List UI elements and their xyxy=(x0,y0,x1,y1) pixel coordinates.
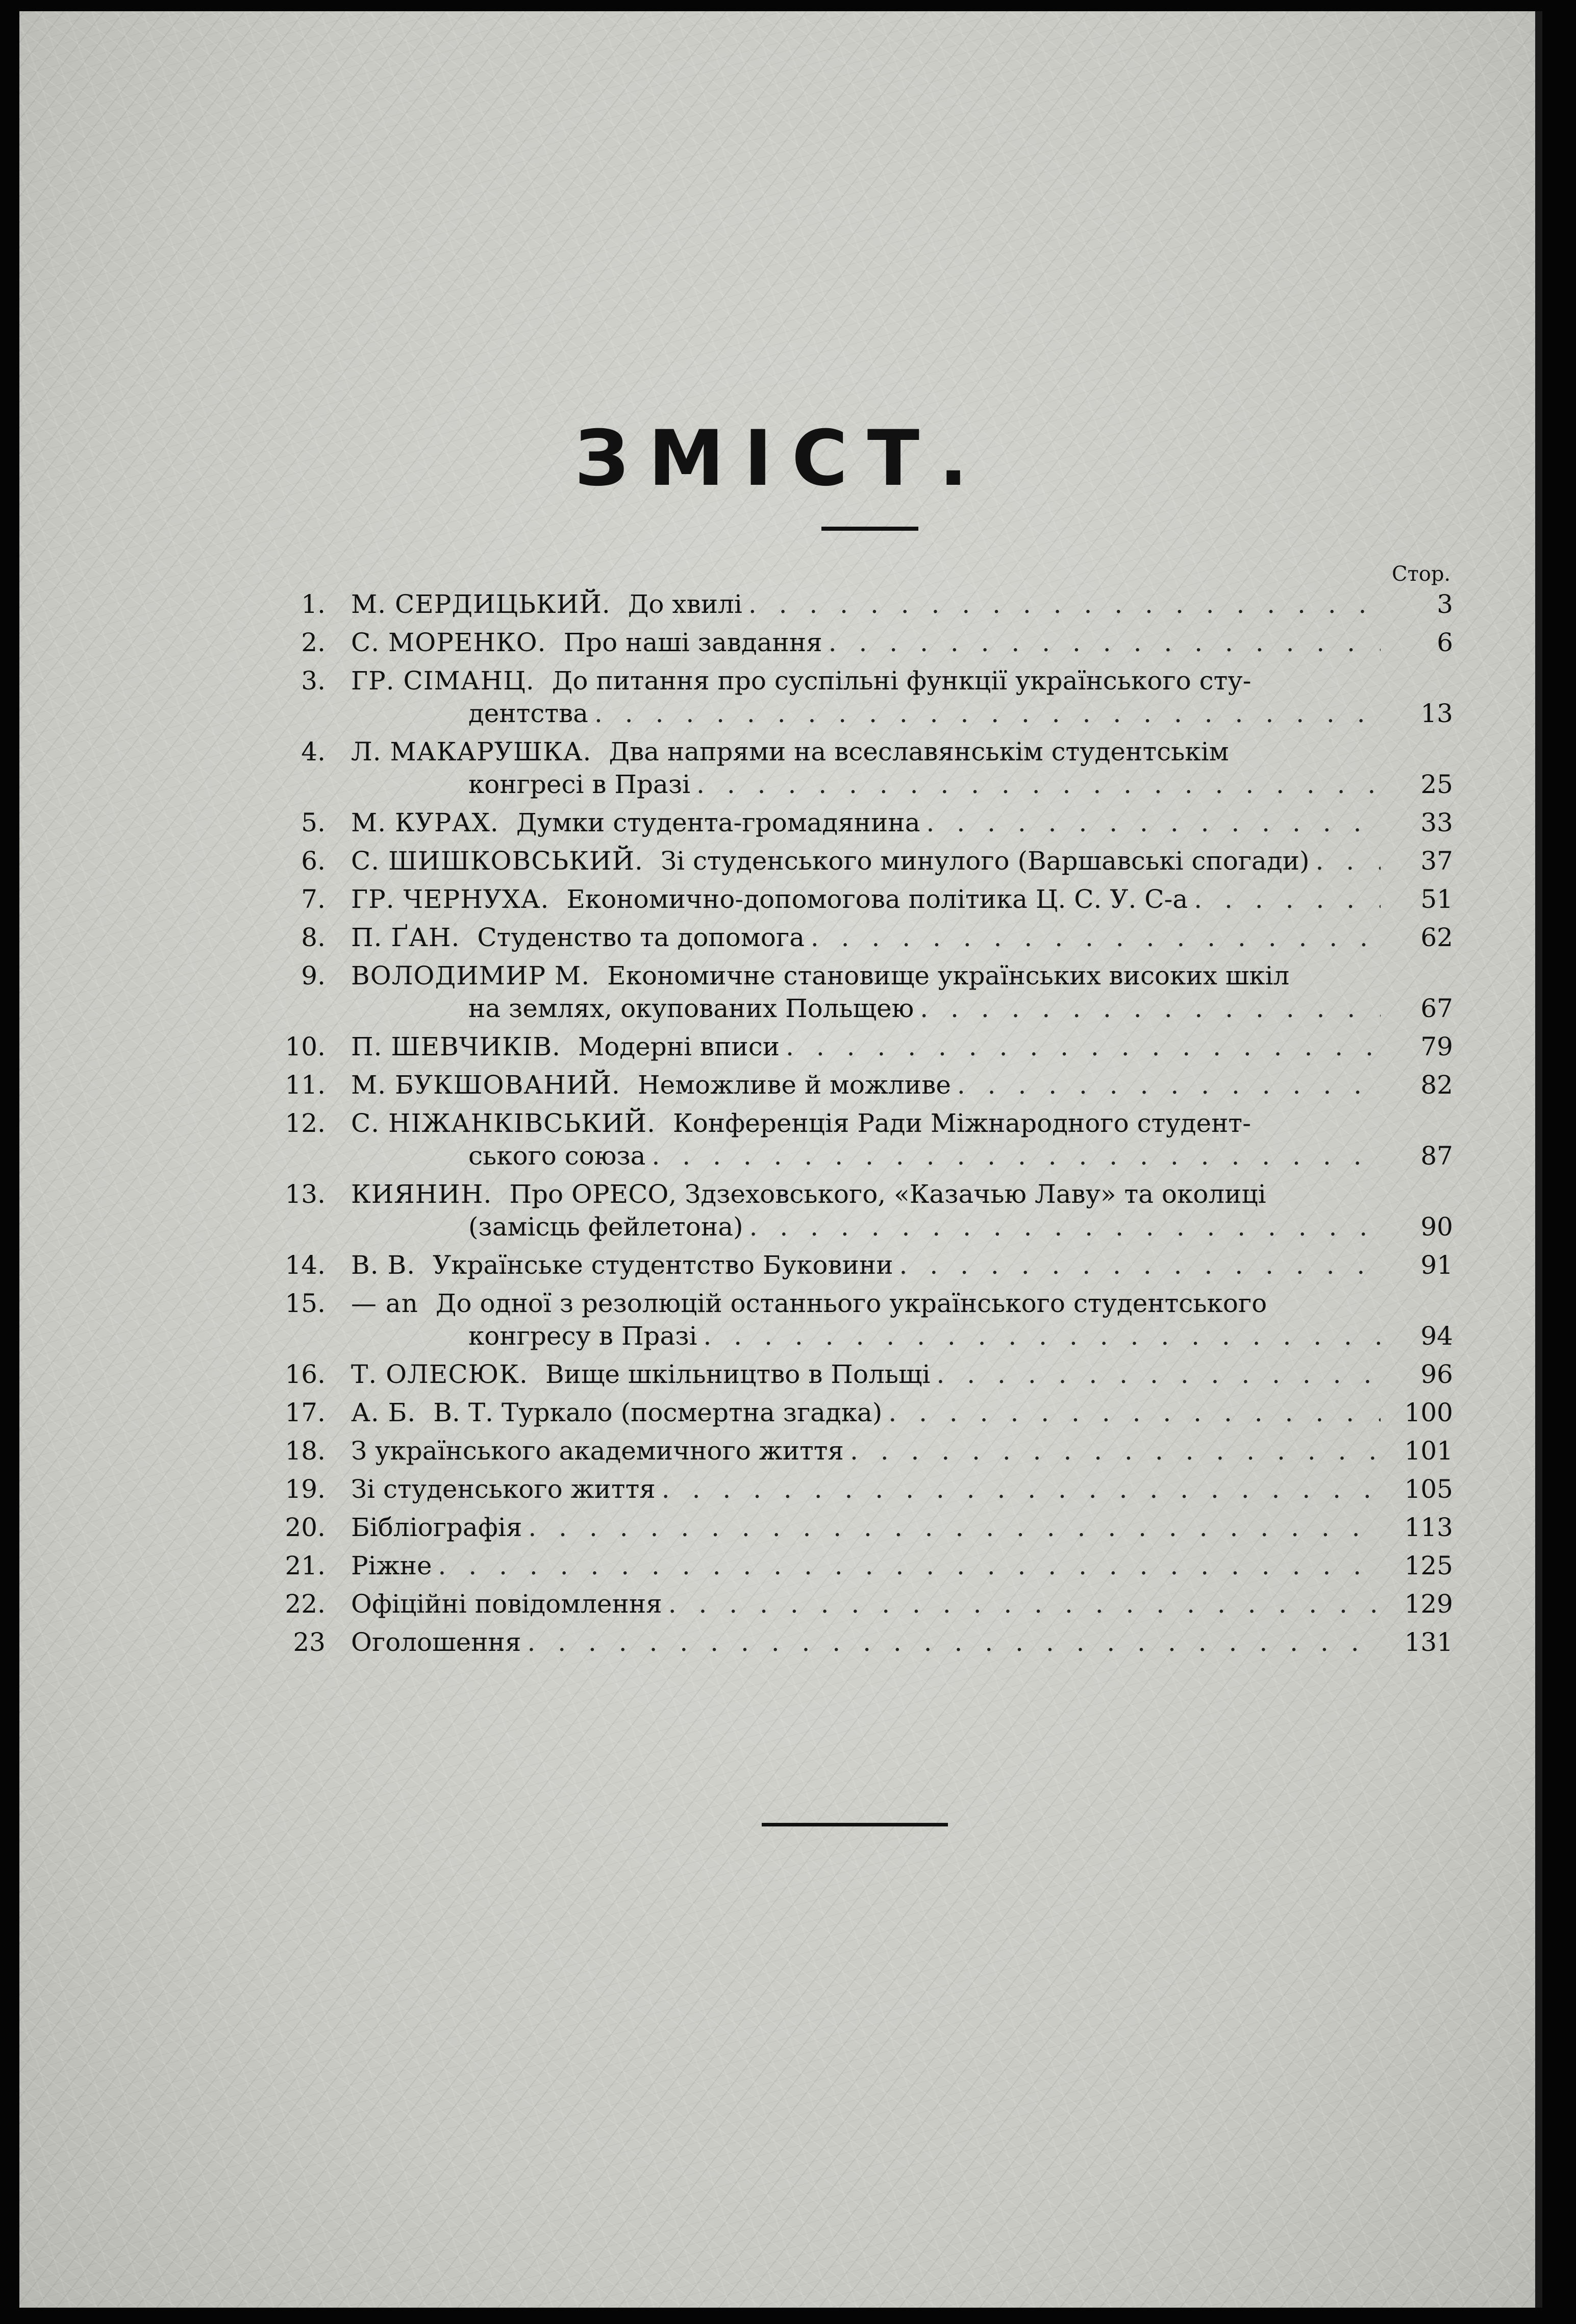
entry-number: 17. xyxy=(285,1398,326,1427)
entry-number: 11. xyxy=(285,1070,326,1100)
toc-entry xyxy=(264,1549,1453,1582)
entry-body xyxy=(351,1588,1453,1620)
toc-entry xyxy=(264,1249,1453,1281)
toc-entry xyxy=(264,588,1453,621)
entry-line xyxy=(351,697,1453,730)
entry-body xyxy=(351,1287,1453,1352)
dot-leader xyxy=(927,806,1381,839)
entry-title: дентства xyxy=(468,699,588,728)
entry-page-number: 131 xyxy=(1404,1627,1453,1657)
entry-author: П. ШЕВЧИКІВ. xyxy=(351,1032,561,1061)
entry-page-number: 105 xyxy=(1404,1474,1453,1504)
entry-body xyxy=(351,1358,1453,1391)
entry-title: Модерні вписи xyxy=(578,1032,780,1061)
dot-leader xyxy=(786,1030,1381,1063)
entry-title: на землях, окупованих Польщею xyxy=(468,994,914,1023)
entry-title: Неможливе й можливе xyxy=(637,1070,951,1100)
dot-leader xyxy=(668,1588,1381,1620)
entry-line xyxy=(351,1107,1453,1140)
entry-body xyxy=(351,1249,1453,1281)
entry-title: конгресі в Празі xyxy=(468,770,691,799)
entry-line xyxy=(351,1549,1453,1582)
entry-number: 13. xyxy=(285,1179,326,1209)
entry-author: ГР. ЧЕРНУХА. xyxy=(351,884,549,914)
entry-title: Вище шкільництво в Польщі xyxy=(545,1359,931,1389)
entry-page-number: 6 xyxy=(1437,628,1453,657)
entry-author: Т. ОЛЕСЮК. xyxy=(351,1359,528,1389)
entry-number: 16. xyxy=(285,1359,326,1389)
entry-page-number: 33 xyxy=(1420,808,1453,837)
dot-leader xyxy=(438,1549,1381,1582)
entry-number: 14. xyxy=(285,1250,326,1280)
entry-title: Офіційні повідомлення xyxy=(351,1589,662,1619)
entry-line xyxy=(351,1249,1453,1281)
entry-author: М. СЕРДИЦЬКИЙ. xyxy=(351,589,611,619)
toc-entry xyxy=(264,1030,1453,1063)
table-of-contents xyxy=(264,588,1453,1664)
entry-number: 19. xyxy=(285,1474,326,1504)
entry-page-number: 90 xyxy=(1420,1212,1453,1242)
entry-body xyxy=(351,1178,1453,1243)
dot-leader xyxy=(527,1626,1381,1659)
entry-line xyxy=(351,1320,1453,1352)
entry-number: 8. xyxy=(301,923,326,952)
entry-line xyxy=(351,1287,1453,1320)
entry-body xyxy=(351,1549,1453,1582)
entry-author: П. ҐАН. xyxy=(351,923,460,952)
entry-title: До хвилі xyxy=(628,589,742,619)
toc-entry xyxy=(264,626,1453,659)
entry-page-number: 129 xyxy=(1404,1589,1453,1619)
entry-line xyxy=(351,1588,1453,1620)
entry-title: Українське студентство Буковини xyxy=(433,1250,893,1280)
entry-title: Студенство та допомога xyxy=(477,923,805,952)
entry-body xyxy=(351,921,1453,954)
entry-body xyxy=(351,845,1453,877)
entry-title: Оголошення xyxy=(351,1627,521,1657)
entry-number: 18. xyxy=(285,1436,326,1466)
entry-title: ського союза xyxy=(468,1141,646,1171)
entry-title: Про ОРЕСО, Здзеховського, «Казачью Лаву» та околиці xyxy=(509,1179,1266,1209)
dot-leader xyxy=(696,768,1381,801)
entry-body xyxy=(351,1511,1453,1544)
dot-leader xyxy=(704,1320,1381,1352)
entry-author: В. В. xyxy=(351,1250,416,1280)
dot-leader xyxy=(920,992,1381,1025)
entry-line xyxy=(351,1178,1453,1210)
entry-line xyxy=(351,1030,1453,1063)
entry-title: конгресу в Празі xyxy=(468,1321,697,1351)
entry-line xyxy=(351,921,1453,954)
dot-leader xyxy=(1315,845,1381,877)
entry-body xyxy=(351,1473,1453,1505)
entry-title: (замісць фейлетона) xyxy=(468,1212,743,1242)
entry-body xyxy=(351,664,1453,730)
entry-line xyxy=(351,735,1453,768)
entry-page-number: 3 xyxy=(1437,589,1453,619)
dot-leader xyxy=(899,1249,1381,1281)
entry-number: 5. xyxy=(301,808,326,837)
entry-page-number: 62 xyxy=(1420,923,1453,952)
entry-title: Два напрями на всеславянськім студентськім xyxy=(609,737,1229,767)
entry-title: Економичне становище українських високих шкіл xyxy=(607,961,1290,991)
toc-entry xyxy=(264,1511,1453,1544)
toc-entry xyxy=(264,1435,1453,1467)
toc-entry xyxy=(264,1588,1453,1620)
entry-line xyxy=(351,1626,1453,1659)
entry-line xyxy=(351,1435,1453,1467)
entry-number: 10. xyxy=(285,1032,326,1061)
bottom-divider xyxy=(762,1823,948,1826)
entry-title: Ріжне xyxy=(351,1551,432,1580)
entry-number: 20. xyxy=(285,1513,326,1542)
entry-body xyxy=(351,1069,1453,1101)
document-page xyxy=(19,11,1542,2308)
entry-line xyxy=(351,883,1453,916)
entry-number: 1. xyxy=(301,589,326,619)
dot-leader xyxy=(652,1140,1381,1172)
entry-author: А. Б. xyxy=(351,1398,416,1427)
entry-title: Про наші завдання xyxy=(563,628,822,657)
entry-title: З українського академичного життя xyxy=(351,1436,844,1466)
entry-number: 2. xyxy=(301,628,326,657)
entry-page-number: 125 xyxy=(1404,1551,1453,1580)
dot-leader xyxy=(1194,883,1381,916)
entry-page-number: 67 xyxy=(1420,994,1453,1023)
entry-line xyxy=(351,626,1453,659)
entry-body xyxy=(351,735,1453,801)
toc-entry xyxy=(264,845,1453,877)
entry-body xyxy=(351,959,1453,1025)
entry-body xyxy=(351,883,1453,916)
dot-leader xyxy=(829,626,1381,659)
entry-title: Конференція Ради Міжнародного студент- xyxy=(672,1108,1251,1138)
toc-entry xyxy=(264,735,1453,801)
page-column-header: Стор. xyxy=(1392,562,1451,586)
entry-number: 9. xyxy=(301,961,326,991)
dot-leader xyxy=(749,1210,1381,1243)
entry-page-number: 113 xyxy=(1404,1513,1453,1542)
entry-title: Економично-допомогова політика Ц. С. У. С-а xyxy=(566,884,1188,914)
entry-body xyxy=(351,1030,1453,1063)
entry-body xyxy=(351,1107,1453,1172)
toc-entry xyxy=(264,1626,1453,1659)
dot-leader xyxy=(888,1396,1381,1429)
entry-page-number: 91 xyxy=(1420,1250,1453,1280)
entry-body xyxy=(351,626,1453,659)
entry-page-number: 13 xyxy=(1420,699,1453,728)
dot-leader xyxy=(811,921,1381,954)
entry-page-number: 96 xyxy=(1420,1359,1453,1389)
entry-page-number: 87 xyxy=(1420,1141,1453,1171)
entry-title: До питання про суспільні функції українського сту- xyxy=(552,666,1252,696)
entry-number: 4. xyxy=(301,737,326,767)
entry-body xyxy=(351,806,1453,839)
entry-line xyxy=(351,1140,1453,1172)
toc-entry xyxy=(264,1287,1453,1352)
entry-line xyxy=(351,806,1453,839)
entry-page-number: 100 xyxy=(1404,1398,1453,1427)
entry-body xyxy=(351,1396,1453,1429)
entry-number: 21. xyxy=(285,1551,326,1580)
entry-page-number: 82 xyxy=(1420,1070,1453,1100)
entry-author: С. ШИШКОВСЬКИЙ. xyxy=(351,846,643,876)
title-divider xyxy=(821,527,918,531)
entry-author: Л. МАКАРУШКА. xyxy=(351,737,592,767)
entry-page-number: 79 xyxy=(1420,1032,1453,1061)
page-title: ЗМІСТ. xyxy=(574,414,988,503)
entry-number: 6. xyxy=(301,846,326,876)
entry-number: 7. xyxy=(301,884,326,914)
entry-line xyxy=(351,992,1453,1025)
entry-author: — an xyxy=(351,1289,418,1318)
entry-page-number: 25 xyxy=(1420,770,1453,799)
dot-leader xyxy=(936,1358,1381,1391)
page-edge xyxy=(1535,11,1542,2308)
entry-author: М. БУКШОВАНИЙ. xyxy=(351,1070,620,1100)
entry-line xyxy=(351,1396,1453,1429)
entry-body xyxy=(351,588,1453,621)
entry-title: Бібліографія xyxy=(351,1513,522,1542)
toc-entry xyxy=(264,1178,1453,1243)
entry-author: С. НІЖАНКІВСЬКИЙ. xyxy=(351,1108,656,1138)
entry-author: ГР. СІМАНЦ. xyxy=(351,666,535,696)
entry-page-number: 51 xyxy=(1420,884,1453,914)
entry-body xyxy=(351,1435,1453,1467)
entry-line xyxy=(351,588,1453,621)
toc-entry xyxy=(264,1396,1453,1429)
entry-number: 15. xyxy=(285,1289,326,1318)
entry-author: ВОЛОДИМИР М. xyxy=(351,961,590,991)
toc-entry xyxy=(264,1069,1453,1101)
entry-line xyxy=(351,1511,1453,1544)
dot-leader xyxy=(528,1511,1381,1544)
toc-entry xyxy=(264,664,1453,730)
dot-leader xyxy=(662,1473,1381,1505)
toc-entry xyxy=(264,959,1453,1025)
toc-entry xyxy=(264,1358,1453,1391)
toc-entry xyxy=(264,883,1453,916)
entry-author: М. КУРАХ. xyxy=(351,808,499,837)
entry-line xyxy=(351,1358,1453,1391)
dot-leader xyxy=(957,1069,1381,1101)
toc-entry xyxy=(264,806,1453,839)
entry-page-number: 94 xyxy=(1420,1321,1453,1351)
entry-line xyxy=(351,768,1453,801)
entry-title: Зі студенського минулого (Варшавські спогади) xyxy=(660,846,1310,876)
entry-title: Зі студенського життя xyxy=(351,1474,656,1504)
entry-line xyxy=(351,1210,1453,1243)
entry-line xyxy=(351,845,1453,877)
entry-number: 22. xyxy=(285,1589,326,1619)
toc-entry xyxy=(264,1473,1453,1505)
dot-leader xyxy=(748,588,1381,621)
entry-line xyxy=(351,664,1453,697)
entry-line xyxy=(351,1473,1453,1505)
dot-leader xyxy=(594,697,1381,730)
dot-leader xyxy=(850,1435,1381,1467)
toc-entry xyxy=(264,1107,1453,1172)
entry-number: 3. xyxy=(301,666,326,696)
entry-title: В. Т. Туркало (посмертна згадка) xyxy=(433,1398,883,1427)
entry-number: 23 xyxy=(293,1627,326,1657)
entry-title: Думки студента-громадянина xyxy=(516,808,920,837)
entry-page-number: 101 xyxy=(1404,1436,1453,1466)
toc-entry xyxy=(264,921,1453,954)
entry-author: С. МОРЕНКО. xyxy=(351,628,546,657)
entry-number: 12. xyxy=(285,1108,326,1138)
entry-line xyxy=(351,1069,1453,1101)
entry-page-number: 37 xyxy=(1420,846,1453,876)
entry-title: До одної з резолюцій останнього українського студентського xyxy=(435,1289,1267,1318)
entry-author: КИЯНИН. xyxy=(351,1179,492,1209)
entry-line xyxy=(351,959,1453,992)
entry-body xyxy=(351,1626,1453,1659)
